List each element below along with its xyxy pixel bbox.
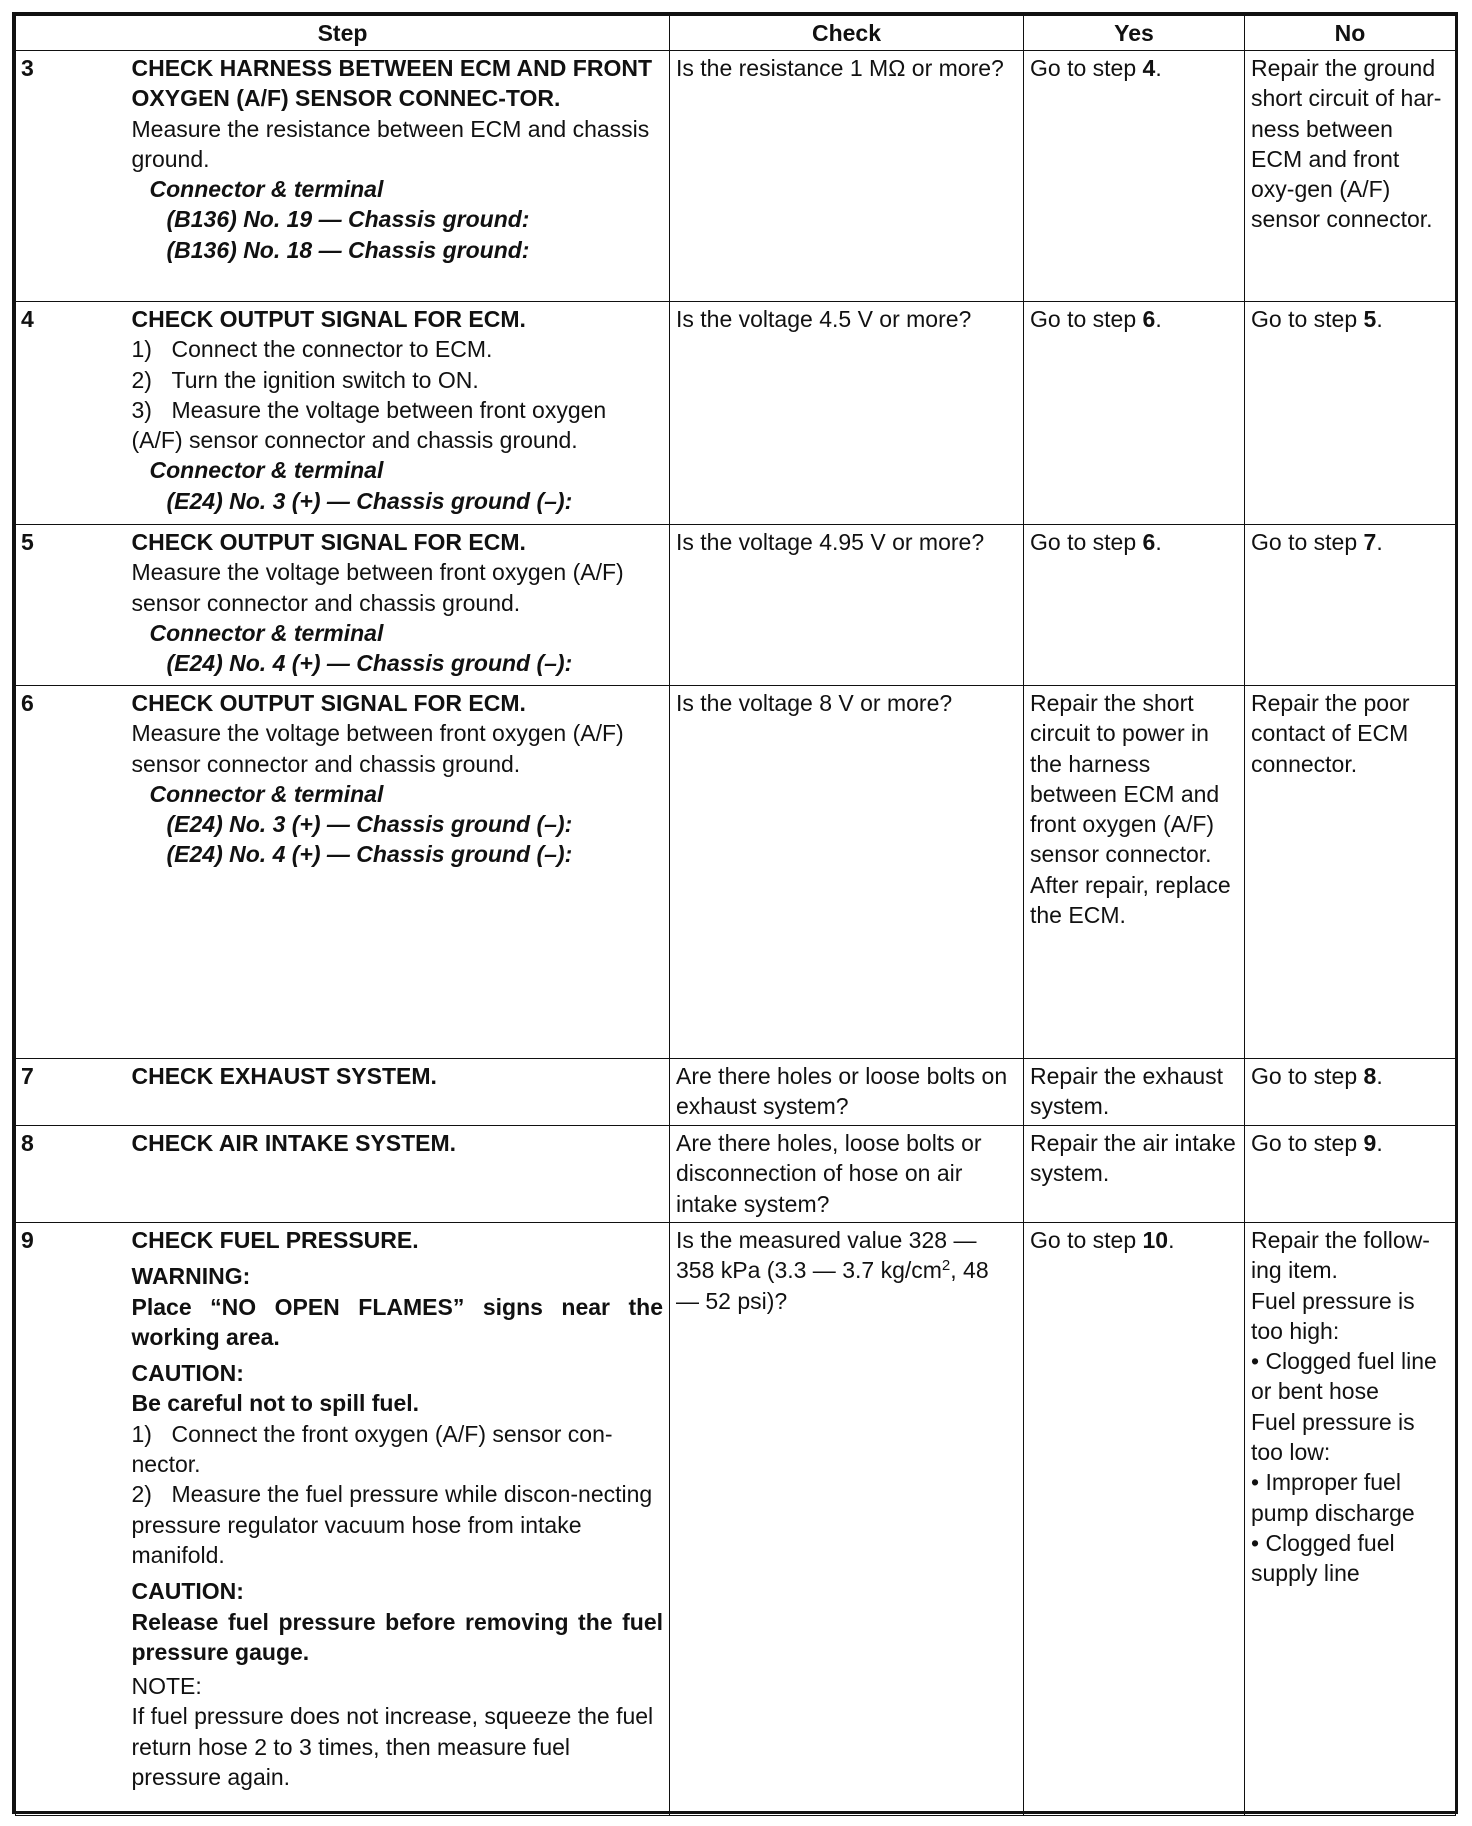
yes-step-ref: 4 xyxy=(1142,55,1156,81)
yes-cell: Repair the exhaust system. xyxy=(1024,1059,1245,1126)
no-condition-high: Fuel pressure is too high: xyxy=(1251,1287,1415,1344)
step-title: CHECK AIR INTAKE SYSTEM. xyxy=(131,1130,457,1156)
step-number: 6 xyxy=(16,686,132,1059)
table-row xyxy=(16,1223,1456,1816)
troubleshooting-table-frame xyxy=(12,12,1458,1814)
yes-cell: Repair the short circuit to power in the harness between ECM and front oxygen (A/F) sensor connector. After repair, replace the ECM. xyxy=(1024,686,1245,1059)
no-cell: Repair the poor contact of ECM connector. xyxy=(1245,686,1456,1059)
procedure-number: 1) xyxy=(131,336,152,363)
table-row xyxy=(16,686,1456,1059)
check-cell: Are there holes, loose bolts or disconnection of hose on air intake system? xyxy=(670,1126,1024,1223)
step-title: CHECK EXHAUST SYSTEM. xyxy=(131,1063,437,1089)
connector-terminal-label: Connector & terminal xyxy=(149,780,384,807)
no-period: . xyxy=(1376,1063,1383,1089)
caution-label: CAUTION: xyxy=(131,1360,244,1387)
note-text: If fuel pressure does not increase, squeeze the fuel return hose 2 to 3 times, then measure fuel pressure again. xyxy=(131,1703,654,1791)
check-cell: Are there holes or loose bolts on exhaust system? xyxy=(670,1059,1024,1126)
no-period: . xyxy=(1376,1130,1383,1156)
no-cell xyxy=(1245,1126,1456,1223)
table-row xyxy=(16,302,1456,525)
procedure-text: Measure the fuel pressure while discon-necting pressure regulator vacuum hose from intake manifold. xyxy=(131,1481,653,1568)
no-step-ref: 9 xyxy=(1363,1130,1377,1156)
header-yes: Yes xyxy=(1024,16,1245,51)
no-cell xyxy=(1245,525,1456,686)
no-text: Go to step xyxy=(1251,1130,1364,1156)
step-number: 5 xyxy=(16,525,132,686)
step-cell xyxy=(132,525,670,686)
step-cell xyxy=(132,686,670,1059)
no-bullet: • Improper fuel pump discharge xyxy=(1251,1469,1415,1526)
yes-cell xyxy=(1024,1223,1245,1816)
procedure-item xyxy=(132,1419,664,1480)
terminal-line: (E24) No. 4 (+) — Chassis ground (–): xyxy=(166,841,573,868)
yes-cell xyxy=(1024,525,1245,686)
troubleshooting-table xyxy=(15,15,1456,1816)
procedure-text: Turn the ignition switch to ON. xyxy=(171,366,479,393)
connector-terminal-label: Connector & terminal xyxy=(149,176,384,203)
procedure-text: Connect the connector to ECM. xyxy=(171,336,493,363)
step-cell xyxy=(132,1059,670,1126)
yes-period: . xyxy=(1155,306,1162,332)
procedure-number: 3) xyxy=(131,396,152,423)
no-step-ref: 5 xyxy=(1363,306,1377,332)
check-cell: Is the voltage 4.5 V or more? xyxy=(670,302,1024,525)
no-period: . xyxy=(1376,529,1383,555)
table-row xyxy=(16,1059,1456,1126)
procedure-item xyxy=(132,334,664,364)
table-row xyxy=(16,1126,1456,1223)
yes-cell xyxy=(1024,51,1245,302)
no-intro: Repair the follow-ing item. xyxy=(1251,1227,1430,1284)
step-number: 7 xyxy=(16,1059,132,1126)
step-title: CHECK OUTPUT SIGNAL FOR ECM. xyxy=(131,306,526,332)
step-number: 3 xyxy=(16,51,132,302)
step-description: Measure the voltage between front oxygen (A/F) sensor connector and chassis ground. xyxy=(131,559,624,616)
yes-step-ref: 6 xyxy=(1142,529,1156,555)
yes-step-ref: 6 xyxy=(1142,306,1156,332)
step-cell xyxy=(132,302,670,525)
terminal-line: (B136) No. 19 — Chassis ground: xyxy=(166,206,530,233)
check-text-end: , 48 — 52 psi)? xyxy=(676,1257,989,1314)
caution-label: CAUTION: xyxy=(131,1578,244,1605)
yes-period: . xyxy=(1155,529,1162,555)
no-bullet: • Clogged fuel supply line xyxy=(1251,1529,1395,1587)
table-row xyxy=(16,525,1456,686)
check-cell: Is the resistance 1 MΩ or more? xyxy=(670,51,1024,302)
step-description: Measure the voltage between front oxygen (A/F) sensor connector and chassis ground. xyxy=(131,720,624,777)
connector-terminal-label: Connector & terminal xyxy=(149,619,384,646)
note-label: NOTE: xyxy=(131,1673,202,1700)
caution-text: Be careful not to spill fuel. xyxy=(131,1390,420,1417)
step-title: CHECK OUTPUT SIGNAL FOR ECM. xyxy=(131,690,526,716)
no-cell: Repair the ground short circuit of har-ness between ECM and front oxy-gen (A/F) sensor connector. xyxy=(1245,51,1456,302)
check-cell: Is the voltage 8 V or more? xyxy=(670,686,1024,1059)
procedure-item xyxy=(132,395,664,456)
header-step: Step xyxy=(16,16,670,51)
terminal-line: (B136) No. 18 — Chassis ground: xyxy=(166,236,530,263)
yes-step-ref: 10 xyxy=(1142,1227,1169,1253)
procedure-number: 2) xyxy=(131,1481,152,1508)
check-text: Is the measured value 328 — 358 kPa (3.3 — 3.7 kg/cm xyxy=(676,1227,977,1284)
caution-text: Release fuel pressure before removing the fuel pressure gauge. xyxy=(131,1608,663,1665)
terminal-line: (E24) No. 3 (+) — Chassis ground (–): xyxy=(166,487,573,514)
check-cell: Is the voltage 4.95 V or more? xyxy=(670,525,1024,686)
step-cell xyxy=(132,1223,670,1816)
no-period: . xyxy=(1376,306,1383,332)
no-condition-low: Fuel pressure is too low: xyxy=(1251,1408,1415,1466)
terminal-line: (E24) No. 4 (+) — Chassis ground (–): xyxy=(166,650,573,677)
no-cell xyxy=(1245,302,1456,525)
warning-text: Place “NO OPEN FLAMES” signs near the working area. xyxy=(131,1293,663,1350)
procedure-number: 1) xyxy=(131,1420,152,1447)
yes-text: Go to step xyxy=(1030,529,1143,555)
no-cell xyxy=(1245,1223,1456,1816)
header-check: Check xyxy=(670,16,1024,51)
step-cell xyxy=(132,1126,670,1223)
terminal-line: (E24) No. 3 (+) — Chassis ground (–): xyxy=(166,811,573,838)
step-description: Measure the resistance between ECM and chassis ground. xyxy=(131,115,650,172)
no-text: Go to step xyxy=(1251,1063,1364,1089)
header-row xyxy=(16,16,1456,51)
no-cell xyxy=(1245,1059,1456,1126)
step-number: 4 xyxy=(16,302,132,525)
procedure-item xyxy=(132,1479,664,1570)
step-cell xyxy=(132,51,670,302)
procedure-text: Measure the voltage between front oxygen (A/F) sensor connector and chassis ground. xyxy=(131,396,607,454)
procedure-number: 2) xyxy=(131,366,152,393)
procedure-text: Connect the front oxygen (A/F) sensor con-nector. xyxy=(131,1420,613,1478)
no-step-ref: 8 xyxy=(1363,1063,1377,1089)
no-bullet: • Clogged fuel line or bent hose xyxy=(1251,1348,1437,1405)
table-row xyxy=(16,51,1456,302)
yes-text: Go to step xyxy=(1030,55,1143,81)
yes-period: . xyxy=(1155,55,1162,81)
step-title: CHECK FUEL PRESSURE. xyxy=(131,1227,419,1253)
yes-period: . xyxy=(1168,1227,1175,1253)
step-number: 8 xyxy=(16,1126,132,1223)
no-step-ref: 7 xyxy=(1363,529,1377,555)
step-title: CHECK OUTPUT SIGNAL FOR ECM. xyxy=(131,529,526,555)
no-text: Go to step xyxy=(1251,306,1364,332)
connector-terminal-label: Connector & terminal xyxy=(149,457,384,484)
header-no: No xyxy=(1245,16,1456,51)
yes-cell xyxy=(1024,302,1245,525)
warning-label: WARNING: xyxy=(131,1263,251,1290)
superscript: 2 xyxy=(941,1257,951,1275)
yes-cell: Repair the air intake system. xyxy=(1024,1126,1245,1223)
yes-text: Go to step xyxy=(1030,1227,1143,1253)
check-cell xyxy=(670,1223,1024,1816)
yes-text: Go to step xyxy=(1030,306,1143,332)
procedure-item xyxy=(132,365,664,395)
no-text: Go to step xyxy=(1251,529,1364,555)
step-number: 9 xyxy=(16,1223,132,1816)
step-title: CHECK HARNESS BETWEEN ECM AND FRONT OXYGEN (A/F) SENSOR CONNEC-TOR. xyxy=(131,55,652,112)
